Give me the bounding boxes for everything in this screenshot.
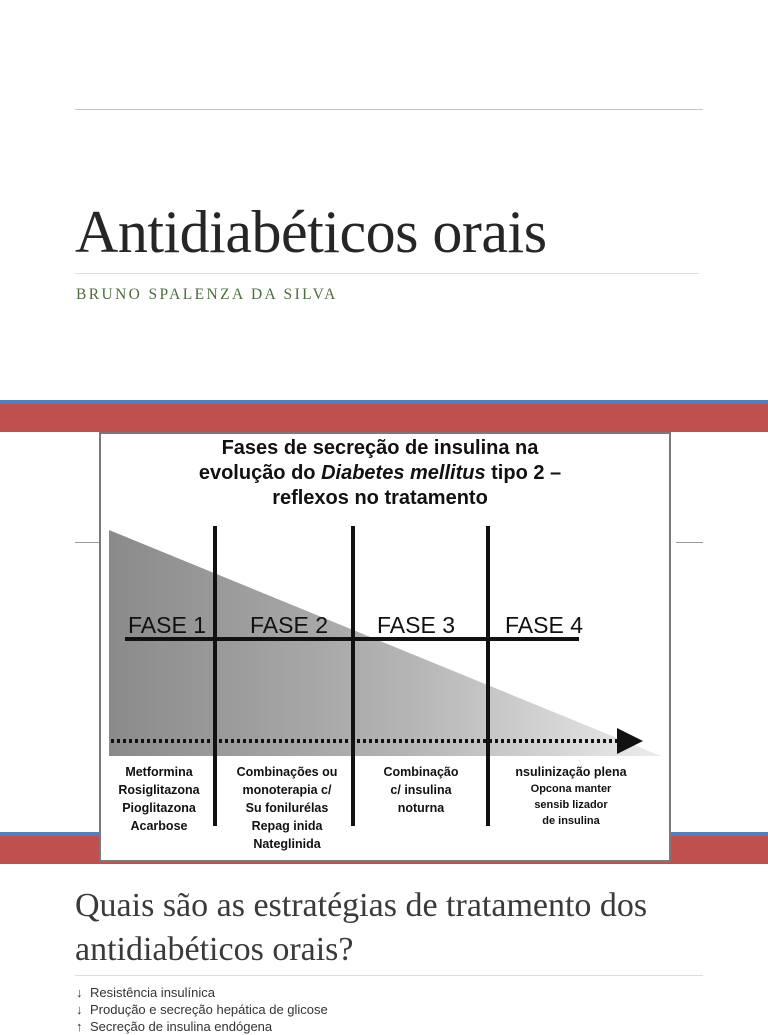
insulin-secretion-triangle — [109, 530, 661, 756]
question-divider — [75, 975, 703, 976]
treatment-3-line2: c/ insulina — [390, 783, 452, 797]
slide-question: Quais são as estratégias de tratamento dos antidiabéticos orais? — [75, 887, 648, 968]
treatment-1-line1: Metformina — [125, 765, 193, 779]
phase-label-4: FASE 4 — [505, 612, 583, 638]
treatment-4-line2: Opcona manter — [530, 783, 612, 795]
treatment-4-line3: sensib lizador — [534, 799, 608, 811]
treatment-2-line4: Repag inida — [251, 819, 323, 833]
list-item — [76, 984, 328, 1001]
figure-title-line1: Fases de secreção de insulina na — [221, 437, 539, 459]
list-item-text: Secreção de insulina endógena — [90, 1019, 273, 1034]
phase-label-1: FASE 1 — [128, 612, 206, 638]
treatment-2-line5: Nateglinida — [253, 837, 321, 851]
treatment-2-line2: monoterapia c/ — [242, 783, 332, 797]
figure-title-line2: evolução do Diabetes mellitus tipo 2 – — [198, 462, 562, 484]
treatment-1-line4: Acarbose — [130, 819, 188, 833]
author-subtitle: BRUNO SPALENZA DA SILVA — [76, 286, 338, 303]
treatment-1-line3: Pioglitazona — [122, 801, 196, 815]
arrow-down-icon: ↓ — [76, 1002, 83, 1017]
list-item — [76, 1001, 328, 1018]
arrow-down-icon: ↓ — [76, 985, 83, 1000]
list-item-text: Produção e secreção hepática de glicose — [90, 1002, 328, 1017]
treatment-2-line1: Combinações ou — [236, 765, 338, 779]
figure-canvas — [101, 434, 669, 860]
phase-label-3: FASE 3 — [377, 612, 455, 638]
list-item-text: Resistência insulínica — [90, 985, 216, 1000]
treatment-4-line1: nsulinização plena — [515, 765, 627, 779]
strategy-list — [76, 984, 328, 1035]
divider-stub-right — [676, 542, 703, 543]
title-divider — [75, 273, 699, 274]
divider-stub-left — [75, 542, 100, 543]
slide-band-red-top — [0, 404, 768, 432]
treatment-4-line4: de insulina — [542, 815, 600, 827]
figure-title-line3: reflexos no tratamento — [272, 487, 488, 509]
phase-label-2: FASE 2 — [250, 612, 328, 638]
presentation-title: Antidiabéticos orais — [75, 199, 547, 265]
insulin-phases-figure — [99, 432, 671, 862]
treatment-3-line1: Combinação — [383, 765, 459, 779]
top-divider — [75, 109, 703, 110]
list-item — [76, 1018, 328, 1035]
treatment-2-line3: Su fonilurélas — [245, 801, 329, 815]
treatment-3-line3: noturna — [397, 801, 445, 815]
arrow-up-icon: ↑ — [76, 1019, 83, 1034]
treatment-1-line2: Rosiglitazona — [118, 783, 200, 797]
